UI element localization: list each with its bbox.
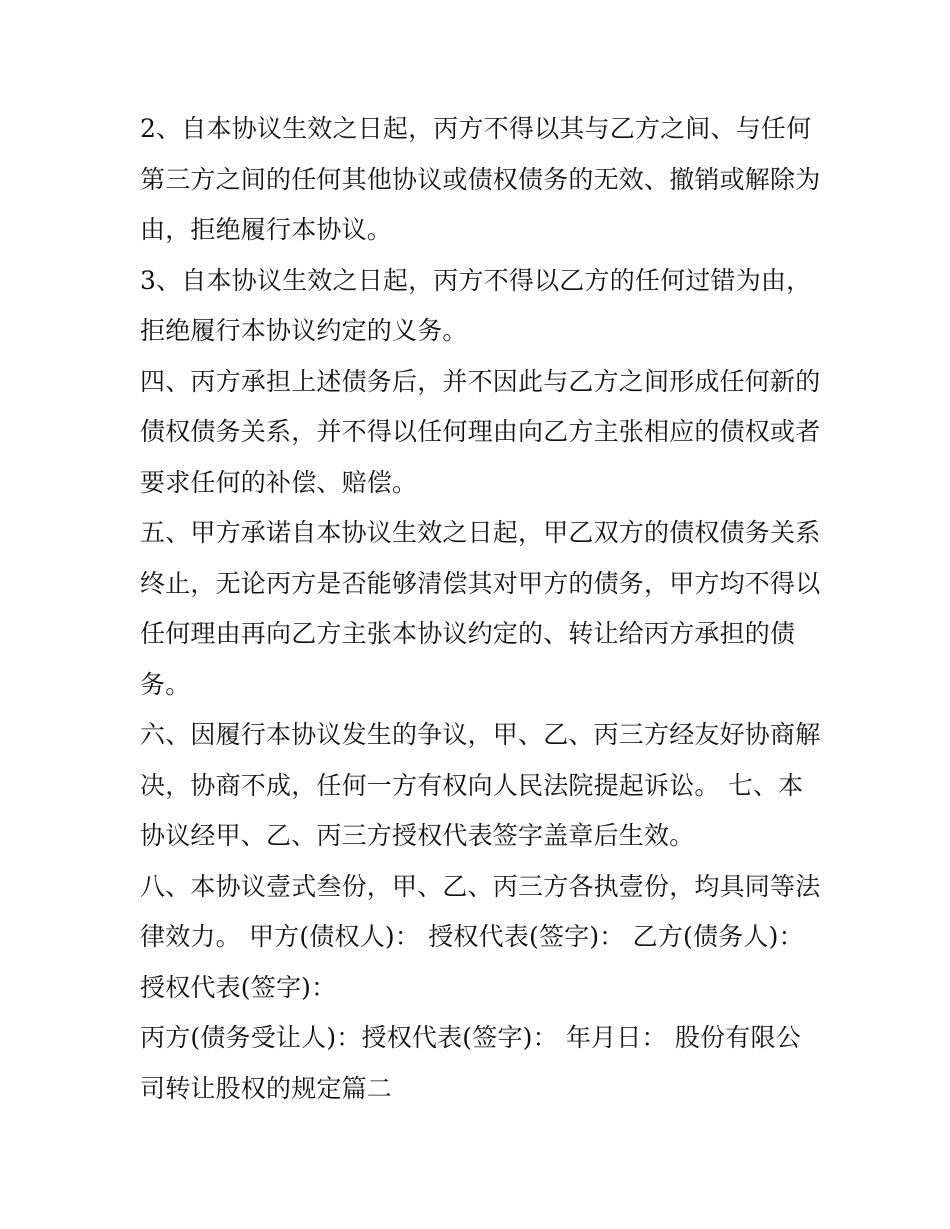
- text-line: 任何理由再向乙方主张本协议约定的、转让给丙方承担的债: [140, 619, 796, 648]
- text-line: 八、本协议壹式叁份，甲、乙、丙三方各执壹份，均具同等法: [140, 871, 821, 901]
- text-line: 四、丙方承担上述债务后，并不因此与乙方之间形成任何新的: [140, 366, 821, 396]
- text-line: 五、甲方承诺自本协议生效之日起，甲乙双方的债权债务关系: [140, 518, 821, 547]
- text-line: 拒绝履行本协议约定的义务。: [140, 316, 468, 345]
- text-line: 2、自本协议生效之日起，丙方不得以其与乙方之间、与任何: [140, 114, 812, 143]
- text-line: 决，协商不成，任何一方有权向人民法院提起诉讼。 七、本: [140, 770, 804, 800]
- text-line: 3、自本协议生效之日起，丙方不得以乙方的任何过错为由，: [140, 265, 812, 295]
- text-line: 司转让股权的规定篇二: [140, 1073, 393, 1103]
- text-line: 授权代表(签字)：: [140, 972, 337, 1002]
- text-line: 终止，无论丙方是否能够清偿其对甲方的债务，甲方均不得以: [140, 568, 821, 598]
- text-line: 务。: [140, 669, 191, 699]
- text-line: 要求任何的补偿、赔偿。: [140, 467, 418, 497]
- text-line: 协议经甲、乙、丙三方授权代表签字盖章后生效。: [140, 821, 695, 850]
- text-line: 第三方之间的任何其他协议或债权债务的无效、撤销或解除为: [140, 164, 821, 194]
- text-line: 债权债务关系，并不得以任何理由向乙方主张相应的债权或者: [140, 417, 821, 446]
- text-line: 丙方(债务受让人)：授权代表(签字)： 年月日： 股份有限公: [140, 1023, 801, 1052]
- text-line: 由，拒绝履行本协议。: [140, 215, 393, 244]
- document-body: [140, 104, 820, 1114]
- text-line: 律效力。 甲方(债权人)： 授权代表(签字)： 乙方(债务人)：: [140, 922, 804, 951]
- document-text: [140, 104, 820, 1114]
- text-line: 六、因履行本协议发生的争议，甲、乙、丙三方经友好协商解: [140, 720, 821, 749]
